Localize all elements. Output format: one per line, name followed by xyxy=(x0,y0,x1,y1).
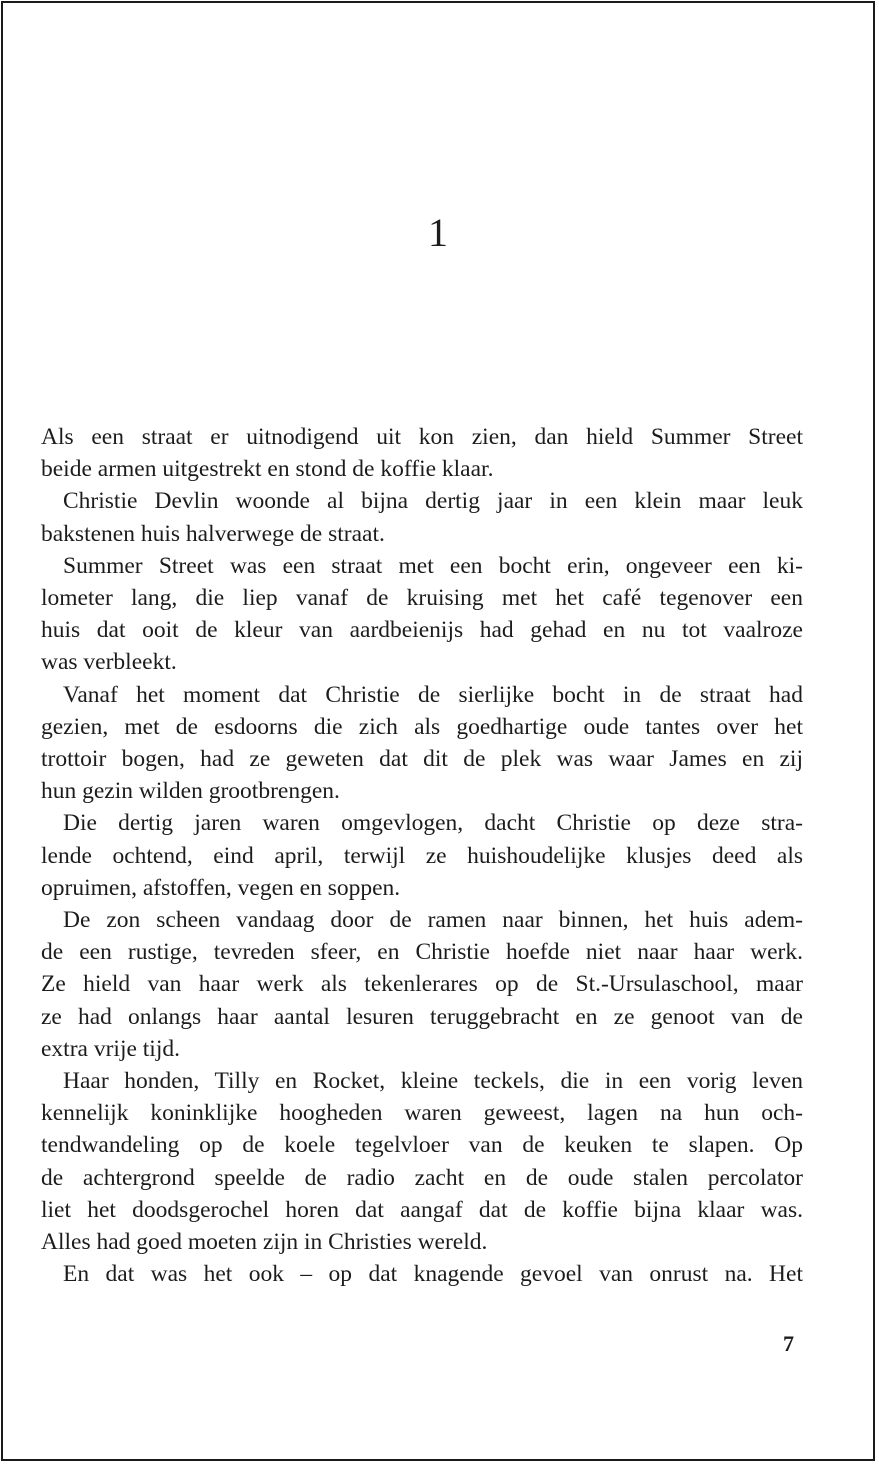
text-line: huis dat ooit de kleur van aardbeienijs had gehad en nu tot vaalroze xyxy=(41,617,803,644)
paragraph xyxy=(41,1065,803,1258)
text-line: En dat was het ook – op dat knagende gevoel van onrust na. Het xyxy=(63,1261,803,1288)
chapter-number: 1 xyxy=(428,210,448,255)
paragraph xyxy=(41,550,803,679)
paragraph xyxy=(41,421,803,485)
text-line: extra vrije tijd. xyxy=(41,1035,180,1062)
text-line: Vanaf het moment dat Christie de sierlijke bocht in de straat had xyxy=(63,681,803,708)
text-line: kennelijk koninklijke hoogheden waren geweest, lagen na hun och- xyxy=(41,1100,803,1127)
text-line: de achtergrond speelde de radio zacht en de oude stalen percolator xyxy=(41,1164,803,1191)
paragraph xyxy=(41,807,803,904)
text-line: Christie Devlin woonde al bijna dertig jaar in een klein maar leuk xyxy=(63,488,803,515)
text-line: lende ochtend, eind april, terwijl ze huishoudelijke klusjes deed als xyxy=(41,842,803,869)
text-line: gezien, met de esdoorns die zich als goedhartige oude tantes over het xyxy=(41,713,803,740)
text-line: liet het doodsgerochel horen dat aangaf dat de koffie bijna klaar was. xyxy=(41,1196,803,1223)
text-line: was verbleekt. xyxy=(41,649,177,676)
text-line: De zon scheen vandaag door de ramen naar binnen, het huis adem- xyxy=(63,907,803,934)
text-line: lometer lang, die liep vanaf de kruising met het café tegenover een xyxy=(41,585,803,612)
text-line: tendwandeling op de koele tegelvloer van de keuken te slapen. Op xyxy=(41,1132,803,1159)
text-line: Summer Street was een straat met een bocht erin, ongeveer een ki- xyxy=(63,552,803,579)
paragraph xyxy=(41,679,803,808)
text-line: Als een straat er uitnodigend uit kon zien, dan hield Summer Street xyxy=(41,424,803,450)
text-line: Alles had goed moeten zijn in Christies wereld. xyxy=(41,1229,488,1256)
text-line: bakstenen huis halverwege de straat. xyxy=(41,520,385,547)
text-line: beide armen uitgestrekt en stond de koffie klaar. xyxy=(41,456,494,483)
text-line: Haar honden, Tilly en Rocket, kleine teckels, die in een vorig leven xyxy=(63,1068,803,1095)
text-line: opruimen, afstoffen, vegen en soppen. xyxy=(41,874,401,901)
paragraph xyxy=(41,485,803,549)
book-page xyxy=(1,1,875,1461)
text-line: Die dertig jaren waren omgevlogen, dacht Christie op deze stra- xyxy=(63,810,803,837)
text-line: Ze hield van haar werk als tekenlerares op de St.-Ursulaschool, maar xyxy=(41,971,803,998)
text-line: ze had onlangs haar aantal lesuren teruggebracht en ze genoot van de xyxy=(41,1003,803,1030)
page-number: 7 xyxy=(783,1331,794,1356)
paragraph xyxy=(41,904,803,1065)
text-line: de een rustige, tevreden sfeer, en Christie hoefde niet naar haar werk. xyxy=(41,939,803,966)
chapter-body-text xyxy=(41,421,803,1290)
text-line: trottoir bogen, had ze geweten dat dit de plek was waar James en zij xyxy=(41,746,803,773)
paragraph xyxy=(41,1258,803,1290)
text-line: hun gezin wilden grootbrengen. xyxy=(41,778,340,805)
